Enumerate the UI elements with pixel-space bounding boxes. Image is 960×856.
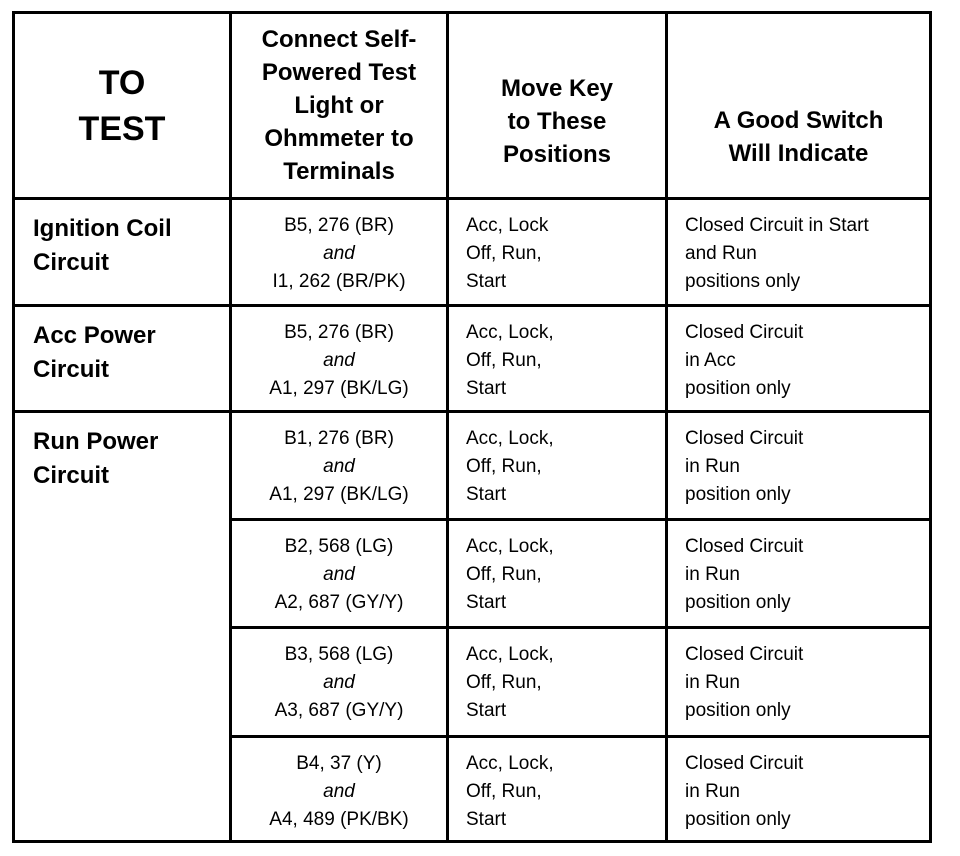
test-label: Ignition Coil: [33, 215, 172, 242]
result-cell: [668, 738, 929, 840]
test-label: Circuit: [33, 356, 110, 383]
key-position-line: Start: [466, 809, 507, 830]
key-position-line: Start: [466, 378, 507, 399]
terminal-a: B5, 276 (BR): [284, 322, 394, 343]
and-text: and: [323, 564, 355, 585]
header-text: Ohmmeter to: [264, 125, 414, 152]
test-label: Circuit: [33, 462, 110, 489]
result-line: in Run: [685, 672, 740, 693]
test-ignition-coil-circuit: [15, 200, 229, 304]
result-line: position only: [685, 809, 791, 830]
result-line: Closed Circuit: [685, 428, 804, 449]
header-text: TEST: [78, 109, 166, 148]
terminals-cell: [232, 307, 446, 410]
header-text: TO: [98, 63, 146, 102]
key-position-line: Acc, Lock,: [466, 536, 554, 557]
key-positions-cell: [449, 413, 665, 518]
header-text: Powered Test: [261, 59, 417, 86]
and-text: and: [323, 350, 355, 371]
key-position-line: Off, Run,: [466, 672, 542, 693]
terminals-cell: [232, 521, 446, 626]
result-cell: [668, 200, 929, 297]
key-position-line: Start: [466, 700, 507, 721]
and-text: and: [323, 781, 355, 802]
key-position-line: Acc, Lock,: [466, 428, 554, 449]
terminals-cell: [232, 738, 446, 840]
result-cell: [668, 521, 929, 626]
terminal-a: B5, 276 (BR): [284, 215, 394, 236]
key-position-line: Start: [466, 484, 507, 505]
terminal-b: A3, 687 (GY/Y): [274, 700, 404, 721]
key-positions-cell: [449, 521, 665, 626]
header-text: A Good Switch: [713, 106, 884, 134]
key-positions-cell: [449, 629, 665, 735]
test-label: Acc Power: [33, 322, 156, 349]
switch-test-table: [12, 11, 932, 843]
terminal-b: A4, 489 (PK/BK): [269, 809, 409, 830]
terminal-a: B2, 568 (LG): [284, 536, 394, 557]
result-line: Closed Circuit: [685, 753, 804, 774]
key-positions-cell: [449, 200, 665, 297]
result-cell: [668, 307, 929, 410]
result-line: position only: [685, 592, 791, 613]
result-line: and Run: [685, 243, 757, 264]
terminals-cell: [232, 200, 446, 297]
test-run-power-circuit: [15, 413, 229, 840]
result-line: Closed Circuit: [685, 536, 804, 557]
result-cell: [668, 629, 929, 735]
header-connect-terminals: [232, 14, 446, 197]
key-position-line: Off, Run,: [466, 350, 542, 371]
key-position-line: Off, Run,: [466, 456, 542, 477]
result-line: in Run: [685, 781, 740, 802]
key-position-line: Off, Run,: [466, 781, 542, 802]
terminals-cell: [232, 629, 446, 735]
result-line: Closed Circuit: [685, 322, 804, 343]
test-acc-power-circuit: [15, 307, 229, 410]
terminal-b: I1, 262 (BR/PK): [272, 271, 406, 292]
header-good-switch: [668, 14, 929, 197]
and-text: and: [323, 456, 355, 477]
key-position-line: Acc, Lock,: [466, 644, 554, 665]
key-position-line: Acc, Lock: [466, 215, 549, 236]
result-line: positions only: [685, 271, 801, 292]
key-positions-cell: [449, 307, 665, 410]
terminal-a: B3, 568 (LG): [284, 644, 394, 665]
key-position-line: Start: [466, 592, 507, 613]
header-text: Terminals: [283, 158, 395, 185]
header-move-key: [449, 14, 665, 197]
and-text: and: [323, 672, 355, 693]
result-line: Closed Circuit: [685, 644, 804, 665]
result-line: position only: [685, 484, 791, 505]
terminal-b: A1, 297 (BK/LG): [269, 378, 409, 399]
result-line: in Run: [685, 564, 740, 585]
header-text: Will Indicate: [728, 139, 869, 167]
header-text: Light or: [294, 92, 384, 119]
result-cell: [668, 413, 929, 518]
test-label: Run Power: [33, 428, 159, 455]
key-position-line: Acc, Lock,: [466, 753, 554, 774]
header-text: Move Key: [500, 75, 614, 102]
result-line: in Acc: [685, 350, 736, 371]
terminal-a: B1, 276 (BR): [284, 428, 394, 449]
header-text: Connect Self-: [261, 26, 417, 53]
header-to-test: [15, 14, 229, 197]
terminal-b: A2, 687 (GY/Y): [274, 592, 404, 613]
key-position-line: Start: [466, 271, 507, 292]
result-line: position only: [685, 700, 791, 721]
and-text: and: [323, 243, 355, 264]
terminal-b: A1, 297 (BK/LG): [269, 484, 409, 505]
key-position-line: Acc, Lock,: [466, 322, 554, 343]
header-text: Positions: [502, 141, 611, 168]
result-line: Closed Circuit in Start: [685, 215, 869, 236]
terminals-cell: [232, 413, 446, 518]
key-position-line: Off, Run,: [466, 243, 542, 264]
result-line: in Run: [685, 456, 740, 477]
header-text: to These: [507, 108, 607, 135]
key-positions-cell: [449, 738, 665, 840]
result-line: position only: [685, 378, 791, 399]
terminal-a: B4, 37 (Y): [296, 753, 382, 774]
key-position-line: Off, Run,: [466, 564, 542, 585]
test-label: Circuit: [33, 249, 110, 276]
